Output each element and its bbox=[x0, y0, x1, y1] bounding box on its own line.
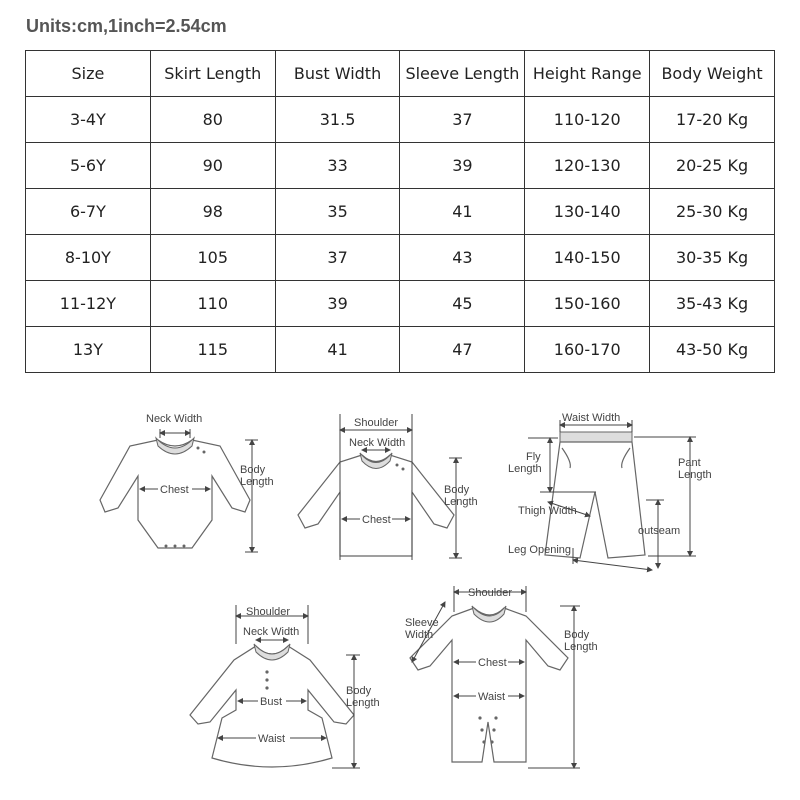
pants-diagram bbox=[508, 412, 712, 570]
table-cell: 41 bbox=[400, 189, 525, 235]
pants-waistband bbox=[560, 432, 632, 442]
pants-waist-width-label: Waist Width bbox=[562, 412, 621, 424]
bodysuit-body-length-label-1: Body bbox=[240, 464, 266, 476]
dress-diagram bbox=[190, 605, 380, 768]
table-cell: 105 bbox=[150, 235, 275, 281]
pants-fly-length-label-2: Length bbox=[508, 463, 542, 475]
header-body-weight: Body Weight bbox=[650, 51, 775, 97]
table-cell: 20-25 Kg bbox=[650, 143, 775, 189]
table-cell: 17-20 Kg bbox=[650, 97, 775, 143]
table-cell: 41 bbox=[275, 327, 400, 373]
table-cell: 35 bbox=[275, 189, 400, 235]
pants-outseam-label: outseam bbox=[638, 525, 681, 537]
table-cell: 37 bbox=[275, 235, 400, 281]
bodysuit-body-length-label-2: Length bbox=[240, 476, 274, 488]
dress-bust-label: Bust bbox=[260, 696, 283, 708]
dress-shoulder-label: Shoulder bbox=[246, 606, 291, 618]
dress-body-length-label-2: Length bbox=[346, 697, 380, 709]
table-cell: 130-140 bbox=[525, 189, 650, 235]
table-cell: 120-130 bbox=[525, 143, 650, 189]
romper-chest-label: Chest bbox=[478, 657, 507, 669]
romper-collar bbox=[472, 606, 506, 622]
table-row bbox=[26, 235, 775, 281]
table-header-row bbox=[26, 51, 775, 97]
top-outline bbox=[298, 455, 454, 556]
table-row bbox=[26, 281, 775, 327]
table-cell: 8-10Y bbox=[26, 235, 151, 281]
pants-pant-length-label-1: Pant bbox=[678, 457, 701, 469]
romper-body-length-label-1: Body bbox=[564, 629, 590, 641]
table-cell: 6-7Y bbox=[26, 189, 151, 235]
table-cell: 25-30 Kg bbox=[650, 189, 775, 235]
header-height-range: Height Range bbox=[525, 51, 650, 97]
table-row bbox=[26, 189, 775, 235]
table-cell: 30-35 Kg bbox=[650, 235, 775, 281]
top-collar bbox=[360, 453, 392, 469]
table-cell: 43 bbox=[400, 235, 525, 281]
header-bust-width: Bust Width bbox=[275, 51, 400, 97]
dress-body-length-label-1: Body bbox=[346, 685, 372, 697]
header-skirt-length: Skirt Length bbox=[150, 51, 275, 97]
top-neck-width-label: Neck Width bbox=[349, 437, 406, 449]
romper-body-length-label-2: Length bbox=[564, 641, 598, 653]
header-size: Size bbox=[26, 51, 151, 97]
romper-sleeve-width-label-1: Sleeve bbox=[405, 617, 439, 629]
bodysuit-neck-width-label: Neck Width bbox=[146, 413, 203, 425]
dress-neck-width-label: Neck Width bbox=[243, 626, 300, 638]
table-cell: 150-160 bbox=[525, 281, 650, 327]
pants-thigh-width-label: Thigh Width bbox=[518, 505, 577, 517]
table-cell: 110 bbox=[150, 281, 275, 327]
romper-diagram bbox=[405, 586, 598, 768]
units-note: Units:cm,1inch=2.54cm bbox=[26, 16, 227, 36]
romper-sleeve-width-label-2: Width bbox=[405, 629, 434, 641]
top-body-length-label-1: Body bbox=[444, 484, 470, 496]
table-cell: 47 bbox=[400, 327, 525, 373]
table-cell: 5-6Y bbox=[26, 143, 151, 189]
top-body-length-label-2: Length bbox=[444, 496, 478, 508]
table-cell: 80 bbox=[150, 97, 275, 143]
top-chest-label: Chest bbox=[362, 514, 391, 526]
header-sleeve-length: Sleeve Length bbox=[400, 51, 525, 97]
pants-fly-length-label-1: Fly bbox=[526, 451, 541, 463]
table-cell: 98 bbox=[150, 189, 275, 235]
table-cell: 160-170 bbox=[525, 327, 650, 373]
table-cell: 33 bbox=[275, 143, 400, 189]
table-cell: 35-43 Kg bbox=[650, 281, 775, 327]
table-cell: 90 bbox=[150, 143, 275, 189]
table-cell: 31.5 bbox=[275, 97, 400, 143]
romper-outline bbox=[410, 608, 568, 762]
table-cell: 45 bbox=[400, 281, 525, 327]
table-cell: 43-50 Kg bbox=[650, 327, 775, 373]
table-row bbox=[26, 143, 775, 189]
dress-waist-label: Waist bbox=[258, 733, 286, 745]
table-row bbox=[26, 97, 775, 143]
pants-leg-opening-label: Leg Opening bbox=[508, 544, 571, 556]
romper-waist-label: Waist bbox=[478, 691, 506, 703]
bodysuit-chest-label: Chest bbox=[160, 484, 189, 496]
bodysuit-diagram bbox=[100, 413, 274, 552]
table-cell: 115 bbox=[150, 327, 275, 373]
romper-shoulder-label: Shoulder bbox=[468, 587, 513, 599]
table-cell: 140-150 bbox=[525, 235, 650, 281]
pants-pant-length-label-2: Length bbox=[678, 469, 712, 481]
measurement-diagrams bbox=[0, 390, 800, 800]
table-cell: 37 bbox=[400, 97, 525, 143]
dress-collar bbox=[254, 644, 290, 660]
table-cell: 110-120 bbox=[525, 97, 650, 143]
top-shoulder-label: Shoulder bbox=[354, 417, 399, 429]
table-cell: 11-12Y bbox=[26, 281, 151, 327]
size-chart-table bbox=[25, 50, 775, 373]
pants-outline bbox=[545, 442, 645, 558]
table-cell: 3-4Y bbox=[26, 97, 151, 143]
table-cell: 39 bbox=[275, 281, 400, 327]
top-diagram bbox=[298, 414, 478, 560]
table-cell: 13Y bbox=[26, 327, 151, 373]
table-row bbox=[26, 327, 775, 373]
table-cell: 39 bbox=[400, 143, 525, 189]
